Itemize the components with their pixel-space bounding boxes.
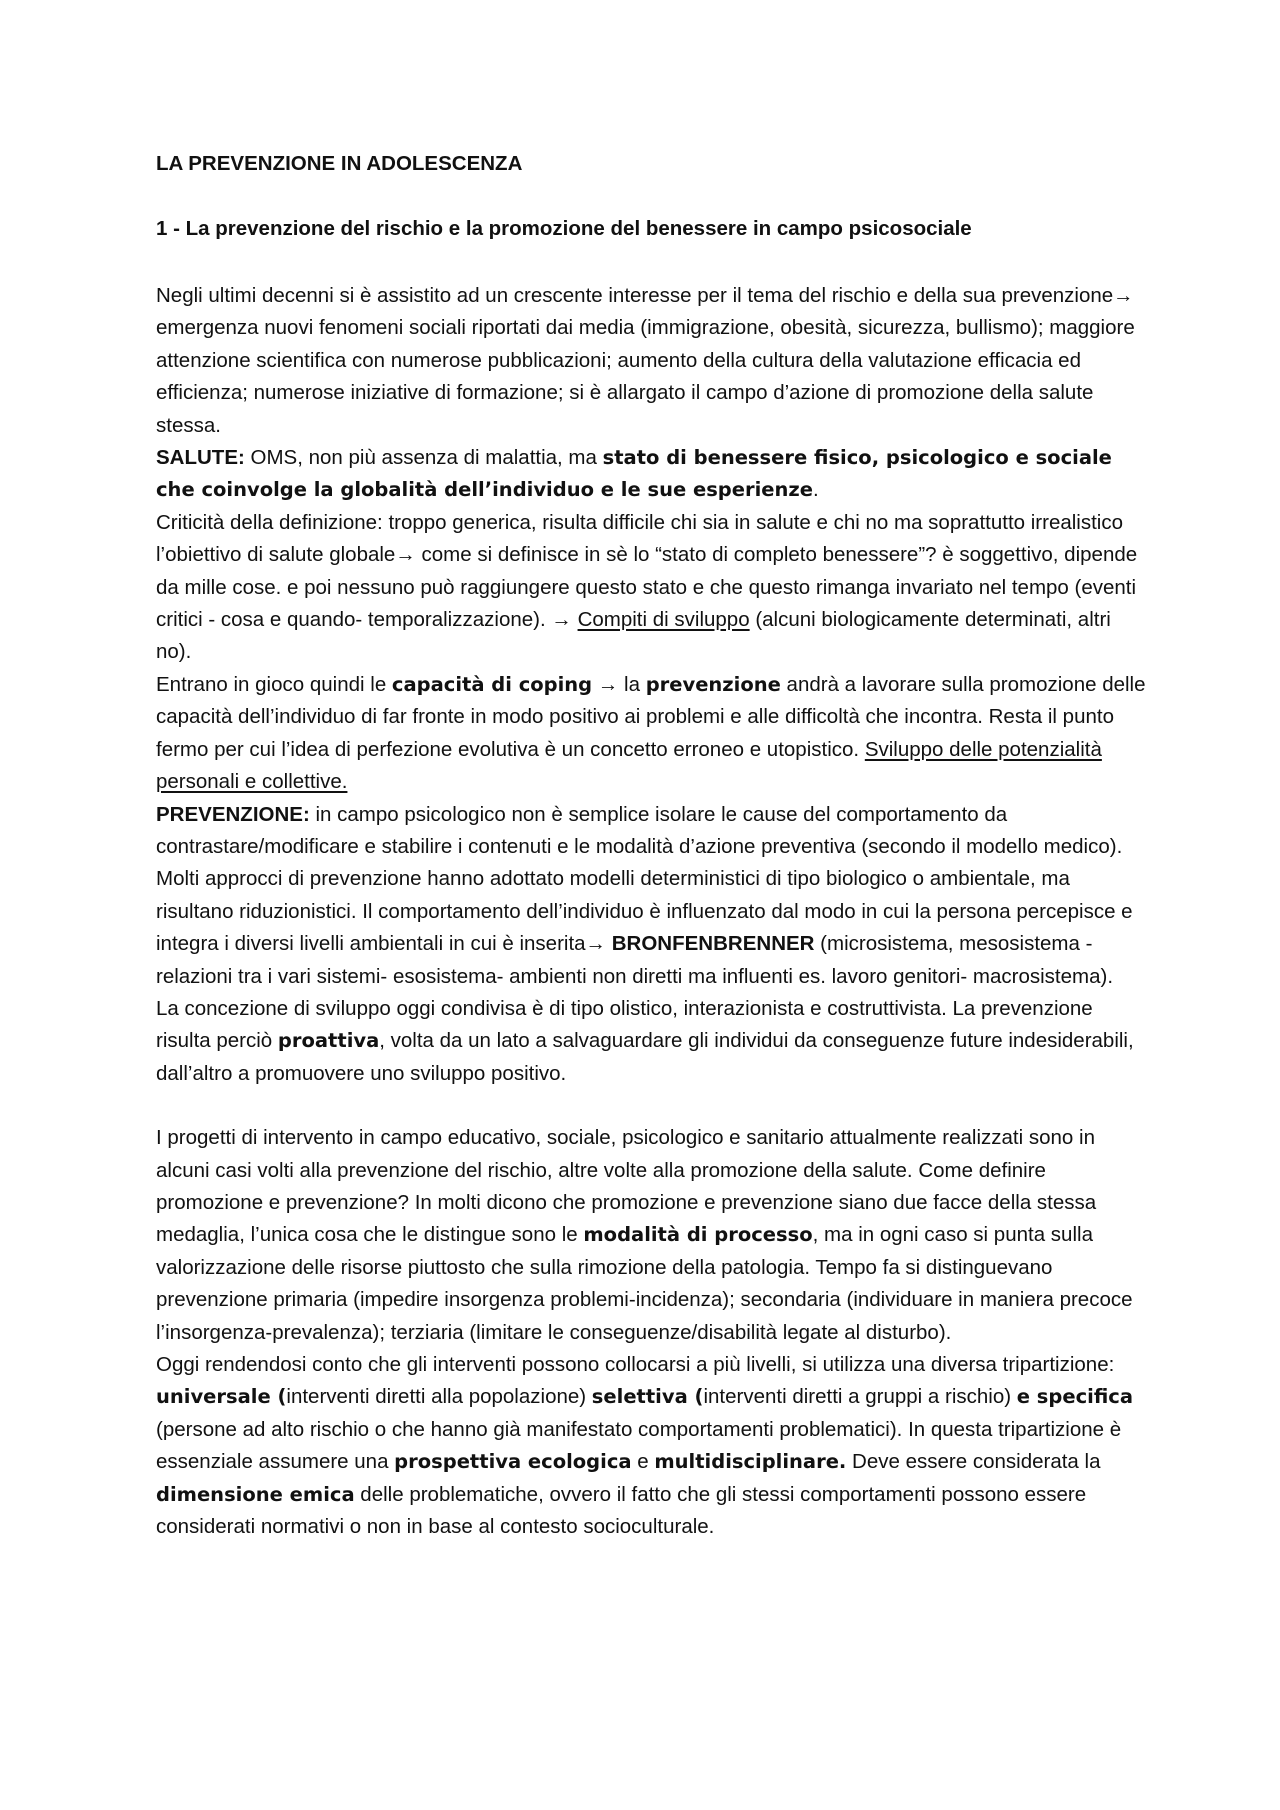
text-span: (microsistema, mesosistema - relazioni tra i vari sistemi- esosistema- ambienti non diretti ma influenti es. lavoro genitori- macrosistema). — [156, 932, 1114, 988]
section-heading: 1 - La prevenzione del rischio e la promozione del benessere in campo psicosociale — [156, 217, 972, 240]
text-span: I progetti di intervento in campo educativo, sociale, psicologico e sanitario attualmente realizzati sono in alcuni casi volti alla prevenzione del rischio, altre volte alla promozione della salute. Come definire promozione e prevenzione? In molti dicono che promozione e prevenzione siano due facce della stessa medaglia, l’unica cosa che le distingue sono le — [156, 1126, 1097, 1247]
text-span: ( — [270, 1385, 287, 1409]
bold-capacita-di-coping: capacità di coping — [391, 672, 593, 696]
bold-multidisciplinare: multidisciplinare. — [654, 1450, 847, 1474]
label-prevenzione: PREVENZIONE: — [156, 802, 310, 826]
bold-proattiva: proattiva — [277, 1029, 380, 1053]
text-span: Oggi rendendosi conto che gli interventi possono collocarsi a più livelli, si utilizza una diversa tripartizione: — [156, 1353, 1115, 1376]
text-span: e — [631, 1450, 655, 1474]
label-salute: SALUTE: — [156, 446, 245, 470]
text-span: → la — [592, 672, 646, 696]
underlined-compiti-di-sviluppo: Compiti di sviluppo — [577, 608, 750, 632]
bold-e-specifica: e specifica — [1016, 1385, 1134, 1409]
text-span: OMS, non più assenza di malattia, ma — [244, 446, 603, 470]
text-span: andrà a lavorare sulla promozione delle capacità dell’individuo di far fronte in modo positivo ai problemi e alle difficoltà che incontra. Resta il punto fermo per cui l’idea di perfezione evolutiva è un concetto erroneo e utopistico. — [156, 672, 1146, 761]
text-span: La concezione di sviluppo oggi condivisa è di tipo olistico, interazionista e costruttivista. La prevenzione risulta perciò — [156, 996, 1093, 1053]
text-span: (alcuni biologicamente determinati, altri no). — [156, 608, 1111, 664]
bold-prevenzione: prevenzione — [645, 672, 781, 696]
paragraph-1 — [156, 280, 1146, 1090]
bold-modalita-di-processo: modalità di processo — [583, 1223, 813, 1247]
text-span: , volta da un lato a salvaguardare gli individui da conseguenze future indesiderabili, dall’altro a promuovere uno sviluppo positivo. — [156, 1029, 1134, 1085]
text-span: in campo psicologico non è semplice isolare le cause del comportamento da contrastare/modificare e stabilire i contenuti e le modalità d’azione preventiva (secondo il modello medico). Molti approcci di prevenzione hanno adottato modelli deterministici di tipo biologico o ambientale, ma risultano riduzionistici. Il comportamento dell’individuo è influenzato dal modo in cui la persona percepisce e integra i diversi livelli ambientali in cui è inserita→ — [156, 802, 1133, 956]
underlined-sviluppo-potenzialita: Sviluppo delle potenzialità personali e collettive. — [156, 737, 1102, 794]
text-span: Negli ultimi decenni si è assistito ad un crescente interesse per il tema del rischio e della sua prevenzione→ emergenza nuovi fenomeni sociali riportati dai media (immigrazione, obesità, sicurezza, bullismo); maggiore attenzione scientifica con numerose pubblicazioni; aumento della cultura della valutazione efficacia ed efficienza; numerose iniziative di formazione; si è allargato il campo d’azione di promozione della salute stessa. — [156, 284, 1135, 437]
text-span: Entrano in gioco quindi le — [156, 672, 392, 696]
text-span: interventi diretti a gruppi a rischio) — [703, 1385, 1017, 1409]
text-span: . — [812, 478, 819, 502]
text-span: Deve essere considerata la — [846, 1450, 1101, 1474]
bold-selettiva: selettiva — [591, 1385, 688, 1409]
text-span: interventi diretti alla popolazione) — [286, 1385, 592, 1409]
bold-bronfenbrenner: BRONFENBRENNER — [611, 932, 815, 956]
bold-dimensione-emica: dimensione emica — [156, 1482, 355, 1506]
text-span: Criticità della definizione: troppo generica, risulta difficile chi sia in salute e chi no ma soprattutto irrealistico l’obiettivo di salute globale→ come si definisce in sè lo “stato di completo benessere”? è soggettivo, dipende da mille cose. e poi nessuno può raggiungere questo stato e che questo rimanga invariato nel tempo (eventi critici - cosa e quando- temporalizzazione). → — [156, 510, 1138, 632]
bold-universale: universale — [156, 1385, 271, 1409]
text-span: , ma in ogni caso si punta sulla valorizzazione delle risorse piuttosto che sulla rimozione della patologia. Tempo fa si distinguevano prevenzione primaria (impedire insorgenza problemi-incidenza); secondaria (individuare in maniera precoce l’insorgenza-prevalenza); terziaria (limitare le conseguenze/disabilità legate al disturbo). — [156, 1223, 1133, 1344]
text-span: (persone ad alto rischio o che hanno già manifestato comportamenti problematici). In questa tripartizione è essenziale assumere una — [156, 1417, 1122, 1474]
paragraph-2 — [156, 1122, 1146, 1543]
document-body — [156, 150, 1146, 1543]
document-title: LA PREVENZIONE IN ADOLESCENZA — [156, 152, 523, 175]
bold-prospettiva-ecologica: prospettiva ecologica — [394, 1450, 632, 1474]
salute-definition: stato di benessere fisico, psicologico e sociale che coinvolge la globalità dell’individuo e le sue esperienze — [156, 446, 1112, 502]
text-span: ( — [687, 1385, 704, 1409]
text-span: delle problematiche, ovvero il fatto che gli stessi comportamenti possono essere considerati normativi o non in base al contesto socioculturale. — [156, 1482, 1087, 1539]
